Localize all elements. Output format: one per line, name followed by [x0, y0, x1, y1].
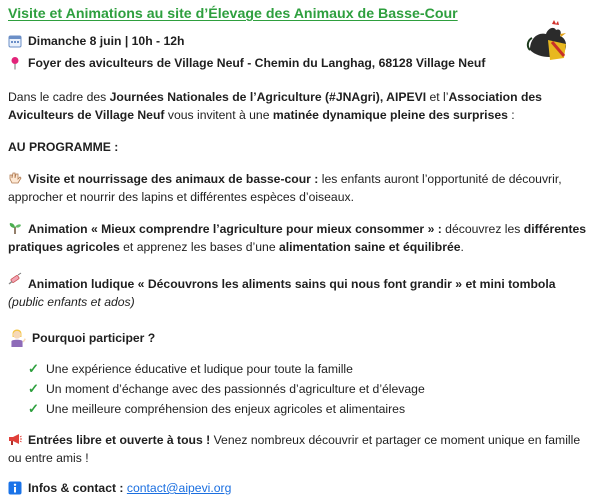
why-item-text: Une expérience éducative et ludique pour toute la famille: [46, 362, 353, 376]
contact-line: [8, 479, 588, 497]
list-item: [28, 359, 588, 379]
activity-2-title: Animation « Mieux comprendre l’agriculture pour mieux consommer » :: [28, 222, 442, 236]
pin-icon: [8, 56, 22, 70]
entry-bold: Entrées libre et ouverte à tous !: [28, 433, 211, 447]
checkmark-icon: ✓: [28, 381, 39, 396]
why-heading: Pourquoi participer ?: [32, 331, 156, 345]
rooster-logo: [526, 20, 574, 62]
event-location-line: [8, 54, 588, 72]
activity-3: [8, 272, 588, 311]
list-item: [28, 379, 588, 399]
activity-2-text-3: .: [460, 240, 464, 254]
activity-1-title: Visite et nourrissage des animaux de basse-cour :: [28, 172, 319, 186]
intro-text-4: :: [507, 108, 515, 122]
page-title: Visite et Animations au site d’Élevage des Animaux de Basse-Cour: [8, 6, 458, 22]
event-date: Dimanche 8 juin | 10h - 12h: [28, 34, 185, 48]
checkmark-icon: ✓: [28, 361, 39, 376]
hand-icon: [8, 171, 22, 185]
activity-3-note: (public enfants et ados): [8, 295, 135, 309]
intro-text-3: vous invitent à une: [164, 108, 273, 122]
intro-bold-3: matinée dynamique pleine des surprises: [272, 108, 508, 122]
list-item: [28, 399, 588, 419]
person-tipping-hand-icon: [8, 327, 26, 347]
why-item-text: Une meilleure compréhension des enjeux agricoles et alimentaires: [46, 402, 406, 416]
syringe-icon: [8, 272, 22, 286]
intro-text-2: et l’: [426, 90, 449, 104]
intro-bold-1: Journées Nationales de l’Agriculture (#JNAgri), AIPEVI: [109, 90, 427, 104]
activity-2-bold-2: alimentation saine et équilibrée: [279, 240, 461, 254]
why-heading-line: [8, 327, 588, 347]
activity-2-text-1: découvrez les: [441, 222, 524, 236]
activity-1-text: les enfants auront l’opportunité de découvrir, approcher et nourrir des lapins et différentes espèces d’oiseaux.: [8, 172, 562, 204]
info-icon: [8, 481, 22, 495]
activity-1: [8, 170, 588, 206]
seedling-icon: [8, 221, 22, 235]
entry-text: Venez nombreux découvrir et partager ce moment unique en famille ou entre amis !: [8, 433, 581, 465]
why-item-text: Un moment d’échange avec des passionnés d’agriculture et d’élevage: [46, 382, 425, 396]
activity-2-bold-1: différentes pratiques agricoles: [8, 222, 587, 254]
activity-2-text-2: et apprenez les bases d’une: [119, 240, 279, 254]
contact-email-link[interactable]: contact@aipevi.org: [126, 481, 232, 495]
intro-bold-2: Association des Aviculteurs de Village Neuf: [8, 90, 542, 122]
activity-2: [8, 220, 588, 256]
intro-text-1: Dans le cadre des: [8, 90, 110, 104]
document: [8, 0, 588, 497]
why-list: [8, 359, 588, 419]
activity-3-title: Animation ludique « Découvrons les aliments sains qui nous font grandir » et mini tombola: [28, 277, 556, 291]
program-heading: AU PROGRAMME :: [8, 140, 119, 154]
megaphone-icon: [8, 432, 22, 446]
event-location: Foyer des aviculteurs de Village Neuf - Chemin du Langhag, 68128 Village Neuf: [28, 56, 486, 70]
event-date-line: [8, 32, 588, 50]
contact-label: Infos & contact :: [28, 481, 124, 495]
entry-paragraph: [8, 431, 588, 467]
intro-paragraph: [8, 88, 588, 124]
checkmark-icon: ✓: [28, 401, 39, 416]
calendar-icon: [8, 34, 22, 48]
